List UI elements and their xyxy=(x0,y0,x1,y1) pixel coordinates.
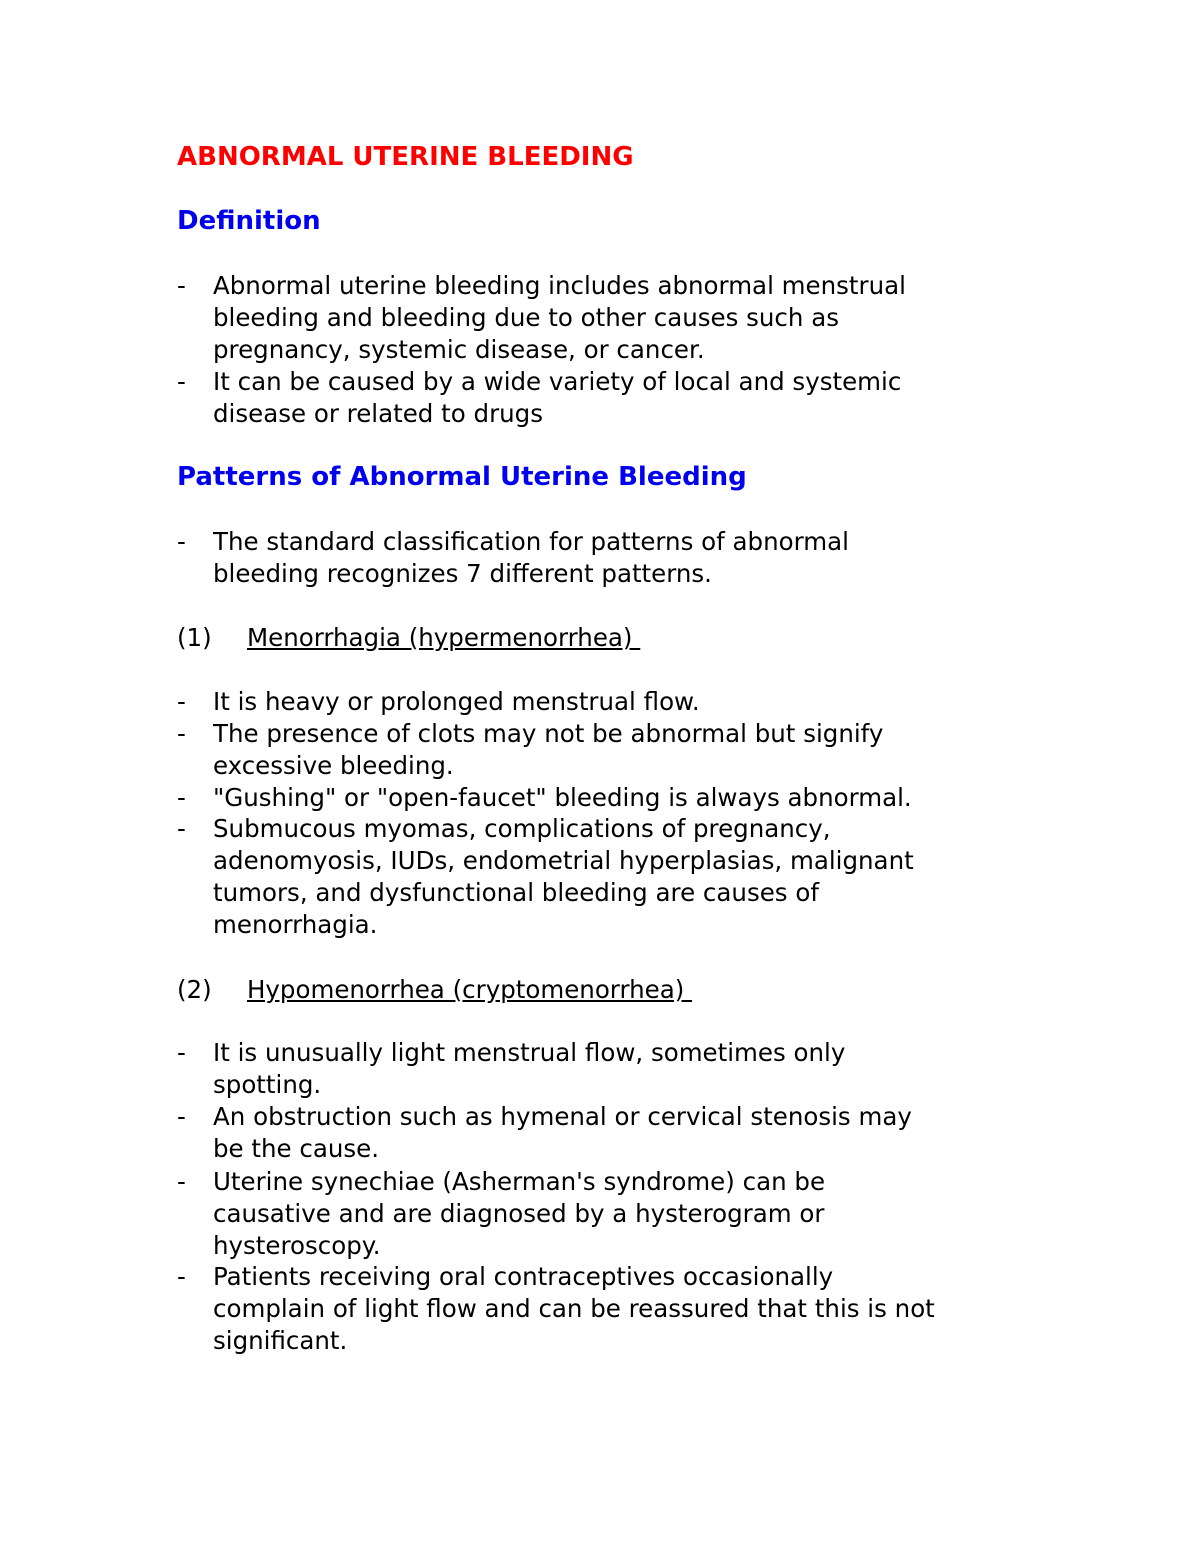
bullet-dash: - xyxy=(177,814,186,843)
bullet-line: menorrhagia. xyxy=(213,910,378,939)
bullet-text xyxy=(213,1261,1043,1357)
bullet-line: "Gushing" or "open-faucet" bleeding is always abnormal. xyxy=(213,783,912,812)
bullet-dash: - xyxy=(177,1167,186,1196)
bullet-line: complain of light flow and can be reassured that this is not xyxy=(213,1294,935,1323)
bullet-line: be the cause. xyxy=(213,1134,380,1163)
section-number: (1) xyxy=(177,623,212,652)
patterns-heading: Patterns of Abnormal Uterine Bleeding xyxy=(177,462,747,492)
bullet-line: It can be caused by a wide variety of local and systemic xyxy=(213,367,902,396)
bullet-dash: - xyxy=(177,1102,186,1131)
section-hypomenorrhea xyxy=(177,974,877,1006)
bullet-line: It is unusually light menstrual flow, sometimes only xyxy=(213,1038,846,1067)
bullet-text xyxy=(213,718,1043,782)
bullet-dash: - xyxy=(177,783,186,812)
section-label: Menorrhagia (hypermenorrhea) xyxy=(247,623,641,652)
bullet-line: bleeding and bleeding due to other causes such as xyxy=(213,303,839,332)
bullet-line: disease or related to drugs xyxy=(213,399,543,428)
bullet-text xyxy=(213,1166,1043,1262)
bullet-dash: - xyxy=(177,1038,186,1067)
bullet-text xyxy=(213,526,1043,590)
bullet-text xyxy=(213,686,1043,718)
bullet-dash: - xyxy=(177,1262,186,1291)
document-title: ABNORMAL UTERINE BLEEDING xyxy=(177,142,634,172)
bullet-line: causative and are diagnosed by a hysterogram or xyxy=(213,1199,825,1228)
section-number: (2) xyxy=(177,975,212,1004)
bullet-line: Submucous myomas, complications of pregnancy, xyxy=(213,814,831,843)
bullet-text xyxy=(213,270,1043,366)
bullet-line: Abnormal uterine bleeding includes abnormal menstrual xyxy=(213,271,906,300)
bullet-text xyxy=(213,782,1043,814)
bullet-line: Patients receiving oral contraceptives occasionally xyxy=(213,1262,834,1291)
bullet-dash: - xyxy=(177,719,186,748)
bullet-line: It is heavy or prolonged menstrual flow. xyxy=(213,687,700,716)
bullet-dash: - xyxy=(177,527,186,556)
bullet-line: An obstruction such as hymenal or cervical stenosis may xyxy=(213,1102,912,1131)
bullet-text xyxy=(213,1101,1043,1165)
bullet-line: significant. xyxy=(213,1326,348,1355)
bullet-dash: - xyxy=(177,367,186,396)
bullet-text xyxy=(213,1037,1043,1101)
section-label: Hypomenorrhea (cryptomenorrhea) xyxy=(247,975,693,1004)
bullet-line: pregnancy, systemic disease, or cancer. xyxy=(213,335,705,364)
bullet-line: spotting. xyxy=(213,1070,322,1099)
section-menorrhagia xyxy=(177,622,877,654)
definition-heading: Definition xyxy=(177,206,321,236)
bullet-line: The presence of clots may not be abnormal but signify xyxy=(213,719,884,748)
bullet-line: tumors, and dysfunctional bleeding are causes of xyxy=(213,878,819,907)
bullet-line: The standard classification for patterns of abnormal xyxy=(213,527,849,556)
bullet-line: hysteroscopy. xyxy=(213,1231,381,1260)
bullet-line: Uterine synechiae (Asherman's syndrome) can be xyxy=(213,1167,826,1196)
bullet-text xyxy=(213,813,1043,941)
bullet-text xyxy=(213,366,1043,430)
bullet-dash: - xyxy=(177,687,186,716)
bullet-line: bleeding recognizes 7 different patterns. xyxy=(213,559,712,588)
bullet-dash: - xyxy=(177,271,186,300)
bullet-line: adenomyosis, IUDs, endometrial hyperplasias, malignant xyxy=(213,846,914,875)
bullet-line: excessive bleeding. xyxy=(213,751,454,780)
